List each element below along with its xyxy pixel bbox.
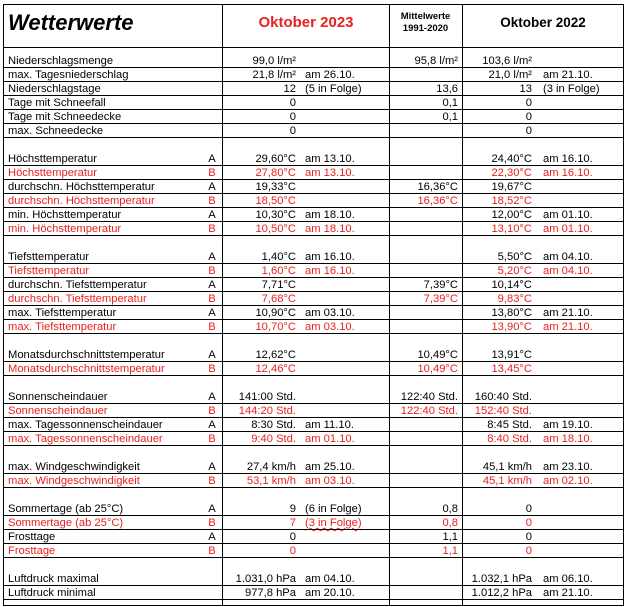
value-2023: 0 bbox=[289, 545, 296, 557]
station-code: A bbox=[208, 279, 216, 291]
row-divider bbox=[3, 487, 624, 488]
row-label: Monatsdurchschnittstemperatur bbox=[8, 349, 165, 361]
value-2022: 19,67°C bbox=[491, 181, 532, 193]
table-row bbox=[0, 278, 627, 292]
note-2023: am 25.10. bbox=[305, 461, 355, 473]
value-2023: 10,90°C bbox=[255, 307, 296, 319]
table-row bbox=[0, 572, 627, 586]
value-2023: 10,30°C bbox=[255, 209, 296, 221]
value-2023: 12,46°C bbox=[255, 363, 296, 375]
row-label: durchschn. Tiefsttemperatur bbox=[8, 279, 147, 291]
table-row bbox=[0, 292, 627, 306]
value-2023: 7,71°C bbox=[261, 279, 296, 291]
mean-value: 0,1 bbox=[442, 111, 458, 123]
table-row bbox=[0, 222, 627, 236]
note-2023: am 16.10. bbox=[305, 251, 355, 263]
table-row bbox=[0, 362, 627, 376]
mean-value: 0,8 bbox=[442, 517, 458, 529]
value-2023: 12 bbox=[283, 83, 296, 95]
table-row bbox=[0, 320, 627, 334]
station-code: B bbox=[208, 475, 216, 487]
value-2023: 27,4 km/h bbox=[246, 461, 296, 473]
value-2022: 9,83°C bbox=[497, 293, 532, 305]
table-row bbox=[0, 502, 627, 516]
table-row bbox=[0, 264, 627, 278]
value-2023: 0 bbox=[289, 97, 296, 109]
row-label: max. Tagesniederschlag bbox=[8, 69, 129, 81]
mean-value: 16,36°C bbox=[417, 181, 458, 193]
value-2023: 1.031,0 hPa bbox=[235, 573, 296, 585]
table-row bbox=[0, 110, 627, 124]
value-2022: 8:40 Std. bbox=[487, 433, 532, 445]
row-label: min. Höchsttemperatur bbox=[8, 209, 122, 221]
mean-value: 95,8 l/m² bbox=[414, 55, 458, 67]
station-code: B bbox=[208, 517, 216, 529]
station-code: A bbox=[208, 307, 216, 319]
note-2023: (5 in Folge) bbox=[305, 83, 362, 95]
mean-value: 10,49°C bbox=[417, 363, 458, 375]
value-2022: 12,00°C bbox=[491, 209, 532, 221]
mean-value: 122:40 Std. bbox=[400, 405, 458, 417]
row-label: Monatsdurchschnittstemperatur bbox=[8, 363, 165, 375]
note-2022: am 21.10. bbox=[543, 587, 593, 599]
table-row bbox=[0, 530, 627, 544]
row-divider bbox=[3, 557, 624, 558]
value-2023: 27,80°C bbox=[255, 167, 296, 179]
station-code: B bbox=[208, 293, 216, 305]
value-2022: 10,14°C bbox=[491, 279, 532, 291]
mean-value: 1,1 bbox=[442, 531, 458, 543]
row-divider bbox=[3, 333, 624, 334]
station-code: B bbox=[208, 321, 216, 333]
value-2022: 45,1 km/h bbox=[482, 475, 532, 487]
station-code: B bbox=[208, 405, 216, 417]
note-2022: am 02.10. bbox=[543, 475, 593, 487]
value-2023: 1,60°C bbox=[261, 265, 296, 277]
note-2022: am 01.10. bbox=[543, 223, 593, 235]
table-row bbox=[0, 166, 627, 180]
table-row bbox=[0, 348, 627, 362]
note-2023: am 11.10. bbox=[305, 419, 354, 431]
station-code: A bbox=[208, 349, 216, 361]
station-code: A bbox=[208, 531, 216, 543]
row-label: durchschn. Höchsttemperatur bbox=[8, 195, 155, 207]
value-2022: 0 bbox=[525, 125, 532, 137]
row-label: Tiefsttemperatur bbox=[8, 265, 90, 277]
value-2023: 29,60°C bbox=[255, 153, 296, 165]
value-2022: 0 bbox=[525, 503, 532, 515]
table-row bbox=[0, 208, 627, 222]
value-2023: 7 bbox=[289, 517, 296, 529]
value-2023: 18,50°C bbox=[255, 195, 296, 207]
mittelwerte-label: Mittelwerte bbox=[400, 10, 451, 22]
note-2023: am 26.10. bbox=[305, 69, 355, 81]
value-2023: 99,0 l/m² bbox=[252, 55, 296, 67]
table-row bbox=[0, 306, 627, 320]
note-2022: am 04.10. bbox=[543, 265, 593, 277]
value-2023: 141:00 Std. bbox=[238, 391, 296, 403]
note-2023: am 03.10. bbox=[305, 321, 355, 333]
note-2023: (6 in Folge) bbox=[305, 503, 362, 515]
value-2022: 0 bbox=[525, 111, 532, 123]
value-2022: 152:40 Std. bbox=[474, 405, 532, 417]
note-2022: am 21.10. bbox=[543, 307, 593, 319]
note-2023: am 04.10. bbox=[305, 573, 355, 585]
station-code: A bbox=[208, 461, 216, 473]
note-2022: am 18.10. bbox=[543, 433, 593, 445]
note-2023: am 20.10. bbox=[305, 587, 355, 599]
value-2022: 22,30°C bbox=[491, 167, 532, 179]
value-2022: 1.032,1 hPa bbox=[471, 573, 532, 585]
row-divider bbox=[3, 445, 624, 446]
value-2023: 21,8 l/m² bbox=[252, 69, 296, 81]
table-row bbox=[0, 82, 627, 96]
value-2022: 13,80°C bbox=[491, 307, 532, 319]
table-row bbox=[0, 96, 627, 110]
row-label: max. Windgeschwindigkeit bbox=[8, 475, 140, 487]
value-2022: 5,20°C bbox=[497, 265, 532, 277]
note-2022: am 01.10. bbox=[543, 209, 593, 221]
row-label: max. Tagessonnenscheindauer bbox=[8, 433, 163, 445]
row-label: min. Höchsttemperatur bbox=[8, 223, 122, 235]
station-code: A bbox=[208, 209, 216, 221]
value-2023: 53,1 km/h bbox=[246, 475, 296, 487]
row-divider bbox=[3, 235, 624, 236]
row-label: Tage mit Schneefall bbox=[8, 97, 106, 109]
note-2023: am 03.10. bbox=[305, 475, 355, 487]
value-2023: 9 bbox=[289, 503, 296, 515]
note-2023: am 16.10. bbox=[305, 265, 355, 277]
table-row bbox=[0, 390, 627, 404]
mean-value: 7,39°C bbox=[423, 293, 458, 305]
column-header-mittelwerte bbox=[389, 0, 462, 45]
table-row bbox=[0, 460, 627, 474]
row-label: max. Tagessonnenscheindauer bbox=[8, 419, 163, 431]
value-2023: 9:40 Std. bbox=[251, 433, 296, 445]
station-code: B bbox=[208, 223, 216, 235]
table-row bbox=[0, 516, 627, 530]
mean-value: 0,8 bbox=[442, 503, 458, 515]
row-label: Niederschlagstage bbox=[8, 83, 101, 95]
station-code: B bbox=[208, 545, 216, 557]
value-2022: 13,90°C bbox=[491, 321, 532, 333]
row-label: Höchsttemperatur bbox=[8, 153, 97, 165]
row-label: Luftdruck minimal bbox=[8, 587, 96, 599]
note-2022: am 04.10. bbox=[543, 251, 593, 263]
row-label: Sommertage (ab 25°C) bbox=[8, 503, 124, 515]
note-2023: am 18.10. bbox=[305, 209, 355, 221]
note-2022: am 23.10. bbox=[543, 461, 593, 473]
value-2022: 13 bbox=[519, 83, 532, 95]
row-label: max. Schneedecke bbox=[8, 125, 104, 137]
value-2022: 18,52°C bbox=[491, 195, 532, 207]
value-2022: 8:45 Std. bbox=[487, 419, 532, 431]
station-code: B bbox=[208, 167, 216, 179]
station-code: A bbox=[208, 153, 216, 165]
row-label: Frosttage bbox=[8, 545, 56, 557]
mean-value: 10,49°C bbox=[417, 349, 458, 361]
note-2022: am 21.10. bbox=[543, 321, 593, 333]
note-2022: (3 in Folge) bbox=[543, 83, 600, 95]
table-row bbox=[0, 54, 627, 68]
value-2023: 7,68°C bbox=[261, 293, 296, 305]
row-label: max. Tiefsttemperatur bbox=[8, 321, 117, 333]
station-code: B bbox=[208, 363, 216, 375]
station-code: A bbox=[208, 181, 216, 193]
header-divider bbox=[3, 47, 624, 48]
row-divider bbox=[3, 599, 624, 600]
row-label: Frosttage bbox=[8, 531, 56, 543]
row-label: Tiefsttemperatur bbox=[8, 251, 90, 263]
value-2022: 45,1 km/h bbox=[482, 461, 532, 473]
row-label: Sonnenscheindauer bbox=[8, 405, 108, 417]
mittelwerte-period: 1991-2020 bbox=[402, 22, 449, 34]
value-2022: 0 bbox=[525, 97, 532, 109]
mean-value: 122:40 Std. bbox=[400, 391, 458, 403]
mean-value: 16,36°C bbox=[417, 195, 458, 207]
value-2022: 13,45°C bbox=[491, 363, 532, 375]
value-2022: 0 bbox=[525, 545, 532, 557]
table-row bbox=[0, 180, 627, 194]
table-row bbox=[0, 432, 627, 446]
value-2023: 8:30 Std. bbox=[251, 419, 296, 431]
note-2022: am 06.10. bbox=[543, 573, 593, 585]
station-code: A bbox=[208, 503, 216, 515]
station-code: B bbox=[208, 195, 216, 207]
table-row bbox=[0, 544, 627, 558]
row-label: Sonnenscheindauer bbox=[8, 391, 108, 403]
note-2022: am 21.10. bbox=[543, 69, 593, 81]
note-2023: am 18.10. bbox=[305, 223, 355, 235]
row-label: Sommertage (ab 25°C) bbox=[8, 517, 124, 529]
table-row bbox=[0, 418, 627, 432]
value-2023: 0 bbox=[289, 531, 296, 543]
table-row bbox=[0, 124, 627, 138]
value-2023: 19,33°C bbox=[255, 181, 296, 193]
table-row bbox=[0, 474, 627, 488]
value-2023: 10,50°C bbox=[255, 223, 296, 235]
value-2022: 21,0 l/m² bbox=[488, 69, 532, 81]
note-2023: am 01.10. bbox=[305, 433, 355, 445]
column-header-oktober-2023: Oktober 2023 bbox=[258, 14, 354, 31]
table-row bbox=[0, 152, 627, 166]
note-2023: am 13.10. bbox=[305, 153, 355, 165]
value-2023: 1,40°C bbox=[261, 251, 296, 263]
value-2023: 0 bbox=[289, 125, 296, 137]
station-code: A bbox=[208, 391, 216, 403]
row-label: durchschn. Höchsttemperatur bbox=[8, 181, 155, 193]
value-2022: 160:40 Std. bbox=[474, 391, 532, 403]
value-2022: 0 bbox=[525, 531, 532, 543]
value-2023: 12,62°C bbox=[255, 349, 296, 361]
mean-value: 1,1 bbox=[442, 545, 458, 557]
row-label: durchschn. Tiefsttemperatur bbox=[8, 293, 147, 305]
row-divider bbox=[3, 137, 624, 138]
mean-value: 7,39°C bbox=[423, 279, 458, 291]
note-2023: am 03.10. bbox=[305, 307, 355, 319]
station-code: A bbox=[208, 251, 216, 263]
table-row bbox=[0, 250, 627, 264]
note-2023: (3 in Folge) bbox=[305, 517, 362, 529]
table-row bbox=[0, 404, 627, 418]
note-2023: am 13.10. bbox=[305, 167, 355, 179]
row-label: Tage mit Schneedecke bbox=[8, 111, 122, 123]
mean-value: 0,1 bbox=[442, 97, 458, 109]
value-2022: 5,50°C bbox=[497, 251, 532, 263]
value-2022: 103,6 l/m² bbox=[482, 55, 532, 67]
table-row bbox=[0, 194, 627, 208]
value-2022: 0 bbox=[525, 517, 532, 529]
table-row bbox=[0, 68, 627, 82]
value-2022: 1.012,2 hPa bbox=[471, 587, 532, 599]
value-2023: 10,70°C bbox=[255, 321, 296, 333]
row-label: max. Tiefsttemperatur bbox=[8, 307, 117, 319]
column-header-oktober-2022: Oktober 2022 bbox=[500, 15, 586, 30]
value-2022: 13,10°C bbox=[491, 223, 532, 235]
mean-value: 13,6 bbox=[436, 83, 458, 95]
note-2022: am 19.10. bbox=[543, 419, 593, 431]
value-2023: 144:20 Std. bbox=[238, 405, 296, 417]
row-label: Niederschlagsmenge bbox=[8, 55, 114, 67]
value-2023: 0 bbox=[289, 111, 296, 123]
value-2022: 24,40°C bbox=[491, 153, 532, 165]
note-2022: am 16.10. bbox=[543, 167, 593, 179]
station-code: B bbox=[208, 433, 216, 445]
station-code: A bbox=[208, 419, 216, 431]
value-2023: 977,8 hPa bbox=[244, 587, 296, 599]
page-title: Wetterwerte bbox=[8, 9, 134, 35]
row-divider bbox=[3, 375, 624, 376]
row-label: Höchsttemperatur bbox=[8, 167, 97, 179]
value-2022: 13,91°C bbox=[491, 349, 532, 361]
row-label: Luftdruck maximal bbox=[8, 573, 99, 585]
table-row bbox=[0, 586, 627, 600]
station-code: B bbox=[208, 265, 216, 277]
note-2022: am 16.10. bbox=[543, 153, 593, 165]
row-label: max. Windgeschwindigkeit bbox=[8, 461, 140, 473]
